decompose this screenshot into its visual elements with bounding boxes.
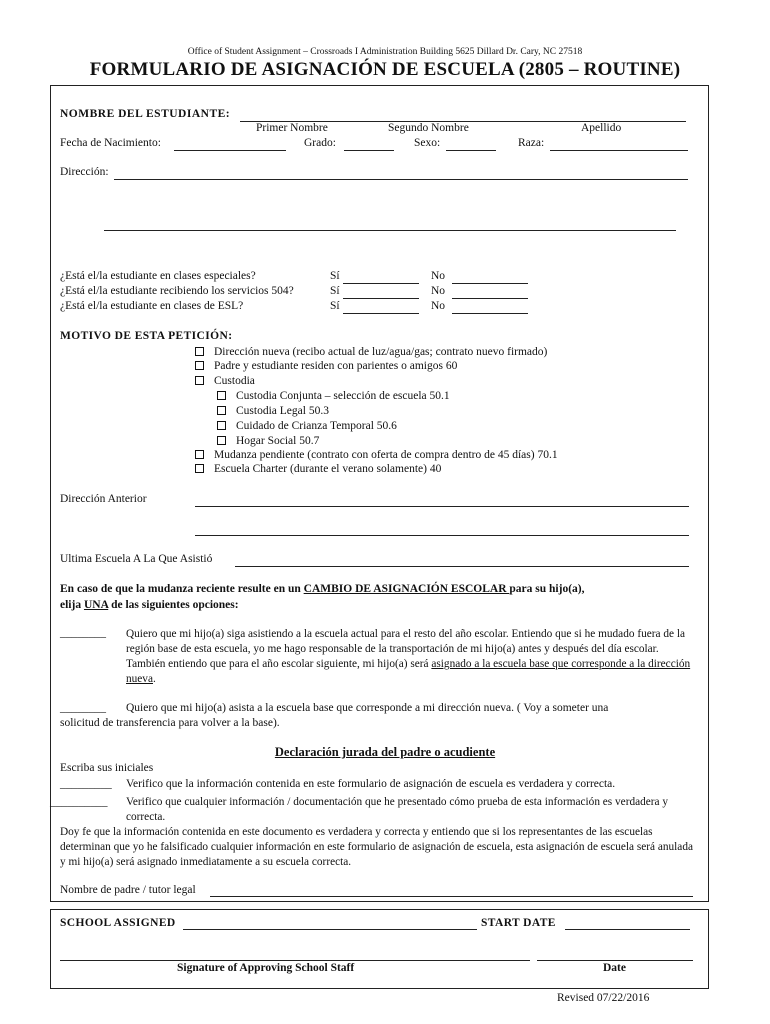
initials-label: Escriba sus iniciales — [60, 762, 154, 774]
verify-statement-2: Verifico que cualquier información / documentación que he presentado cómo prueba de esta información es verdadera y correcta. — [126, 796, 669, 823]
address-label: Dirección: — [60, 166, 109, 178]
yes-field-504[interactable] — [343, 298, 419, 299]
question-504: ¿Está el/la estudiante recibiendo los servicios 504? — [60, 285, 294, 297]
previous-address-field-line2[interactable] — [195, 535, 689, 536]
no-field-504[interactable] — [452, 298, 528, 299]
option2-text-line1: Quiero que mi hijo(a) asista a la escuela base que corresponde a mi dirección nueva. ( Voy a someter una — [126, 702, 609, 714]
student-name-label: NOMBRE DEL ESTUDIANTE: — [60, 108, 231, 120]
dob-label: Fecha de Nacimiento: — [60, 137, 161, 149]
address-field-line1[interactable] — [114, 179, 688, 180]
last-school-field[interactable] — [235, 566, 689, 567]
change-intro-line1: En caso de que la mudanza reciente resulte en un CAMBIO DE ASIGNACIÓN ESCOLAR para su hijo(a), — [60, 583, 585, 595]
question-esl: ¿Está el/la estudiante en clases de ESL? — [60, 300, 244, 312]
start-date-field[interactable] — [565, 929, 690, 930]
custody-option-label: Custodia Legal 50.3 — [236, 405, 329, 417]
reason-option-label: Mudanza pendiente (contrato con oferta de compra dentro de 45 días) 70.1 — [214, 449, 558, 461]
yes-field-special[interactable] — [343, 283, 419, 284]
reason-option-label: Escuela Charter (durante el verano solamente) 40 — [214, 463, 442, 475]
middle-name-caption: Segundo Nombre — [388, 122, 469, 134]
option2-blank[interactable]: ________ — [60, 702, 106, 714]
reason-option[interactable] — [195, 463, 441, 475]
custody-option[interactable] — [217, 390, 450, 402]
guardian-name-label: Nombre de padre / tutor legal — [60, 884, 196, 896]
declaration-statement: Doy fe que la información contenida en este documento es verdadera y correcta y entiendo que si los representantes de las escuelas determinan que yo he falsificado cualquier información en este formulario de asignación de escuela, esta asignación de escuela será anulada y mi hijo(a) será asignado inmediatamente a su escuela correcta. — [60, 826, 693, 868]
office-address-line: Office of Student Assignment – Crossroads I Administration Building 5625 Dillard Dr. Cary, NC 27518 — [187, 47, 583, 57]
checkbox-icon[interactable] — [217, 406, 226, 415]
verify-statement-1: Verifico que la información contenida en este formulario de asignación de escuela es verdadera y correcta. — [126, 778, 616, 790]
previous-address-field-line1[interactable] — [195, 506, 689, 507]
dob-field[interactable] — [174, 150, 286, 151]
race-field[interactable] — [550, 150, 688, 151]
school-assigned-field[interactable] — [183, 929, 477, 930]
change-intro-line2: elija UNA de las siguientes opciones: — [60, 599, 239, 611]
last-school-label: Ultima Escuela A La Que Asistió — [60, 553, 213, 565]
address-field-line2[interactable] — [104, 230, 676, 231]
first-name-caption: Primer Nombre — [256, 122, 328, 134]
custody-option[interactable] — [217, 405, 329, 417]
last-name-caption: Apellido — [581, 122, 622, 134]
form-title: FORMULARIO DE ASIGNACIÓN DE ESCUELA (2805 – ROUTINE) — [89, 59, 681, 80]
question-special-classes: ¿Está el/la estudiante en clases especiales? — [60, 270, 256, 282]
date-caption: Date — [603, 962, 626, 974]
reason-heading: MOTIVO DE ESTA PETICIÓN: — [60, 330, 233, 342]
start-date-label: START DATE — [481, 917, 556, 929]
grade-label: Grado: — [304, 137, 336, 149]
sex-field[interactable] — [446, 150, 496, 151]
reason-option[interactable] — [195, 346, 547, 358]
reason-option-label: Dirección nueva (recibo actual de luz/agua/gas; contrato nuevo firmado) — [214, 346, 548, 358]
checkbox-icon[interactable] — [195, 347, 204, 356]
no-field-esl[interactable] — [452, 313, 528, 314]
previous-address-label: Dirección Anterior — [60, 493, 147, 505]
race-label: Raza: — [518, 137, 545, 149]
yes-label: Sí — [330, 300, 340, 312]
yes-field-esl[interactable] — [343, 313, 419, 314]
reason-option[interactable] — [195, 360, 457, 372]
signature-caption: Signature of Approving School Staff — [177, 962, 355, 974]
checkbox-icon[interactable] — [195, 450, 204, 459]
no-field-special[interactable] — [452, 283, 528, 284]
checkbox-icon[interactable] — [195, 464, 204, 473]
option1-blank[interactable]: ________ — [60, 627, 106, 639]
checkbox-icon[interactable] — [217, 391, 226, 400]
reason-option-label: Custodia — [214, 375, 255, 387]
guardian-name-field[interactable] — [210, 896, 693, 897]
checkbox-icon[interactable] — [217, 436, 226, 445]
custody-option-label: Custodia Conjunta – selección de escuela 50.1 — [236, 390, 450, 402]
signature-field[interactable] — [60, 960, 530, 961]
reason-option[interactable] — [195, 449, 558, 461]
no-label: No — [431, 300, 446, 312]
option1-text: Quiero que mi hijo(a) siga asistiendo a la escuela actual para el resto del año escolar. Entiendo que si he mudado fuera de la región base de esta escuela, yo me hago responsable de la transportación de mi hijo(a) antes y después del día escolar. También entiendo que para el año escolar siguiente, mi hijo(a) será asignado a la escuela base que corresponde a la dirección nueva. — [126, 628, 691, 685]
no-label: No — [431, 285, 446, 297]
custody-option[interactable] — [217, 435, 319, 447]
date-field[interactable] — [537, 960, 693, 961]
option2-text-line2: solicitud de transferencia para volver a la base). — [60, 717, 280, 729]
checkbox-icon[interactable] — [217, 421, 226, 430]
custody-option-label: Hogar Social 50.7 — [236, 435, 320, 447]
checkbox-icon[interactable] — [195, 376, 204, 385]
reason-option[interactable] — [195, 375, 255, 387]
revised-date: Revised 07/22/2016 — [557, 992, 650, 1004]
no-label: No — [431, 270, 446, 282]
checkbox-icon[interactable] — [195, 361, 204, 370]
reason-option-label: Padre y estudiante residen con parientes o amigos 60 — [214, 360, 458, 372]
sex-label: Sexo: — [414, 137, 441, 149]
custody-option[interactable] — [217, 420, 397, 432]
custody-option-label: Cuidado de Crianza Temporal 50.6 — [236, 420, 397, 432]
yes-label: Sí — [330, 285, 340, 297]
grade-field[interactable] — [344, 150, 394, 151]
declaration-heading: Declaración jurada del padre o acudiente — [274, 745, 496, 759]
initials-blank-1[interactable]: _________ — [60, 778, 112, 790]
school-assigned-label: SCHOOL ASSIGNED — [60, 917, 176, 929]
yes-label: Sí — [330, 270, 340, 282]
initials-blank-2[interactable]: __________ — [50, 796, 108, 808]
